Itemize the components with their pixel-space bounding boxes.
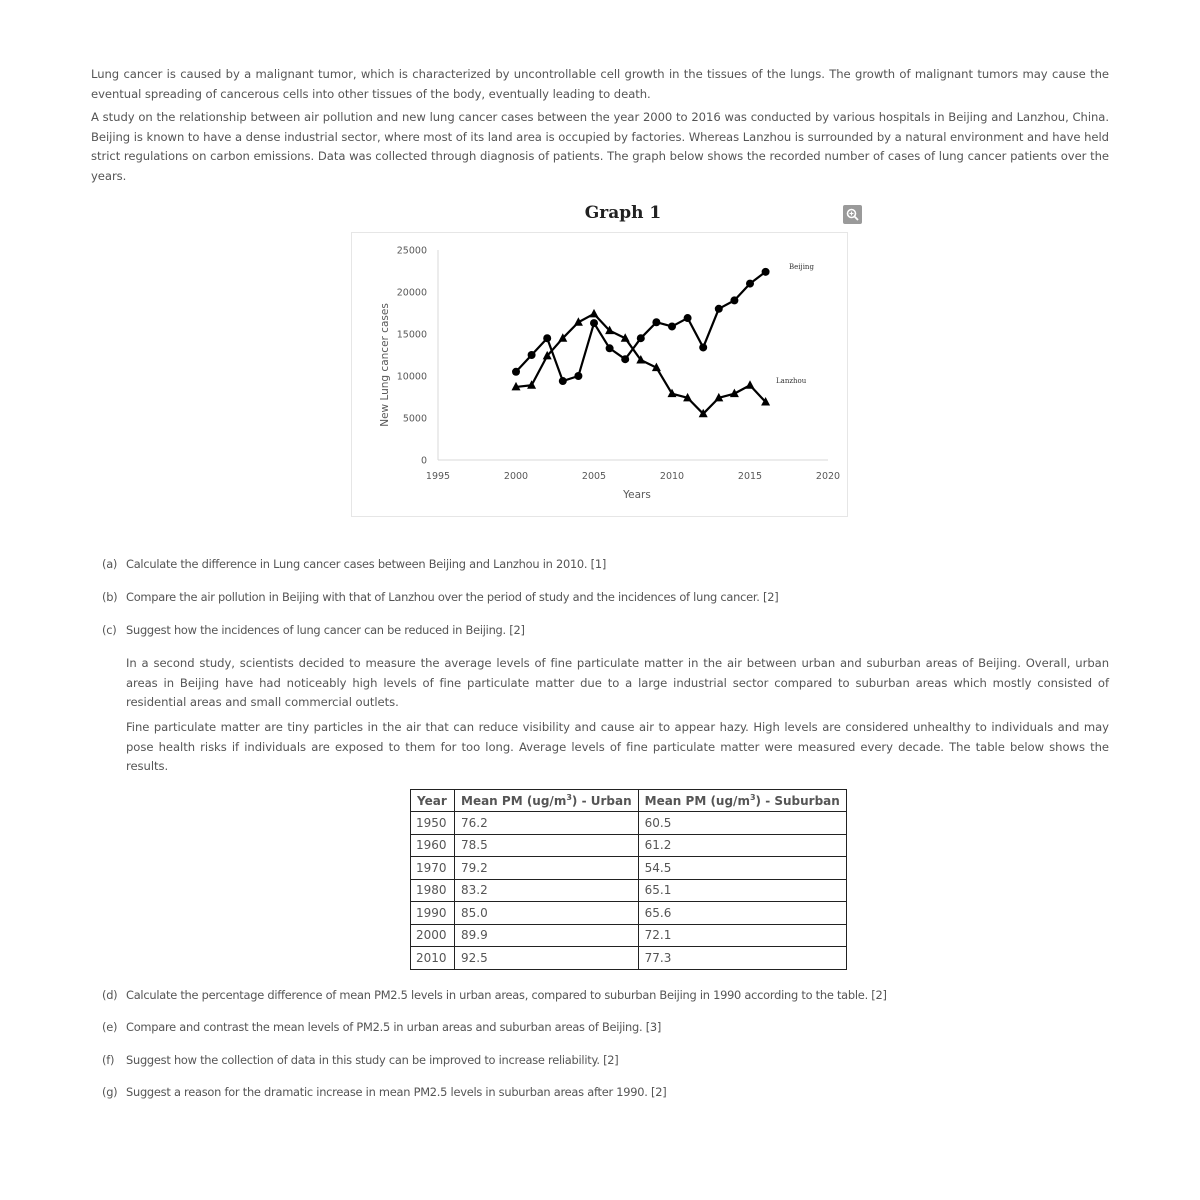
circle-marker xyxy=(699,343,707,351)
header-year: Year xyxy=(411,790,455,812)
circle-marker xyxy=(528,351,536,359)
question-label: (a) xyxy=(102,557,118,571)
question-label: (e) xyxy=(102,1020,118,1034)
urban-pm-cell: 83.2 xyxy=(455,879,639,902)
header-suburban: Mean PM $(ug/m^3)$ - Suburban xyxy=(638,790,846,812)
question-label: (f) xyxy=(102,1053,115,1067)
question-item xyxy=(102,1020,661,1034)
table-row xyxy=(411,834,847,857)
year-cell: 1950 xyxy=(411,812,455,835)
table-header-row xyxy=(411,790,847,812)
question-text: Suggest how the collection of data in this study can be improved to increase reliability. [2] xyxy=(126,1053,619,1067)
lanzhou-line xyxy=(516,314,766,414)
urban-pm-cell: 92.5 xyxy=(455,947,639,970)
circle-marker xyxy=(746,280,754,288)
suburban-pm-cell: 65.1 xyxy=(638,879,846,902)
circle-marker xyxy=(668,322,676,330)
circle-marker xyxy=(543,334,551,342)
graph-title: Graph 1 xyxy=(584,203,662,223)
second-study-paragraph-2: Fine particulate matter are tiny particles in the air that can reduce visibility and cause air to appear hazy. High levels are considered unhealthy to individuals and may pose health risks if individuals are exposed to them for too long. Average levels of fine particulate matter were measured every decade. The table below shows the results. xyxy=(126,720,1109,773)
lanzhou-series-label: Lanzhou xyxy=(776,377,807,385)
question-item xyxy=(102,557,606,571)
question-text: Calculate the percentage difference of mean PM2.5 levels in urban areas, compared to suburban Beijing in 1990 according to the table. [2] xyxy=(126,988,887,1002)
y-tick-label: 20000 xyxy=(396,287,427,299)
question-item xyxy=(102,1085,666,1099)
second-study-paragraph-1: In a second study, scientists decided to measure the average levels of fine particulate matter in the air between urban and suburban areas of Beijing. Overall, urban areas in Beijing have had noticeably high levels of fine particulate matter due to a large industrial sector compared to suburban areas which mostly consisted of residential areas and small commercial outlets. xyxy=(126,656,1109,709)
year-cell: 2010 xyxy=(411,947,455,970)
x-tick-label: 2020 xyxy=(815,471,841,482)
y-axis-label: New Lung cancer cases xyxy=(379,303,391,427)
y-tick-label: 15000 xyxy=(396,329,427,341)
question-item xyxy=(102,590,778,604)
question-label: (b) xyxy=(102,590,118,604)
y-tick-label: 10000 xyxy=(396,371,427,383)
table-row xyxy=(411,947,847,970)
y-tick-label: 5000 xyxy=(402,413,427,425)
table-row xyxy=(411,812,847,835)
pm-levels-table xyxy=(410,789,847,970)
year-cell: 1960 xyxy=(411,834,455,857)
x-tick-label: 2000 xyxy=(503,471,529,482)
beijing-line xyxy=(516,272,766,381)
circle-marker xyxy=(652,318,660,326)
suburban-pm-cell: 61.2 xyxy=(638,834,846,857)
urban-pm-cell: 78.5 xyxy=(455,834,639,857)
table-row xyxy=(411,902,847,925)
circle-marker xyxy=(684,314,692,322)
circle-marker xyxy=(637,334,645,342)
question-label: (d) xyxy=(102,988,118,1002)
urban-pm-cell: 89.9 xyxy=(455,924,639,947)
question-text: Suggest a reason for the dramatic increase in mean PM2.5 levels in suburban areas after 1990. [2] xyxy=(126,1085,667,1099)
suburban-pm-cell: 54.5 xyxy=(638,857,846,880)
question-text: Calculate the difference in Lung cancer cases between Beijing and Lanzhou in 2010. [1] xyxy=(126,557,607,571)
urban-pm-cell: 79.2 xyxy=(455,857,639,880)
year-cell: 2000 xyxy=(411,924,455,947)
question-text: Suggest how the incidences of lung cancer can be reduced in Beijing. [2] xyxy=(126,623,525,637)
year-cell: 1980 xyxy=(411,879,455,902)
question-item xyxy=(102,1053,618,1067)
circle-marker xyxy=(730,296,738,304)
suburban-pm-cell: 65.6 xyxy=(638,902,846,925)
year-cell: 1990 xyxy=(411,902,455,925)
y-tick-label: 25000 xyxy=(396,245,427,257)
circle-marker xyxy=(512,368,520,376)
lung-cancer-chart xyxy=(351,232,848,517)
x-tick-label: 2005 xyxy=(581,471,607,482)
year-cell: 1970 xyxy=(411,857,455,880)
header-urban: Mean PM $(ug/m^3)$ - Urban xyxy=(455,790,639,812)
x-axis-label: Years xyxy=(623,489,651,501)
zoom-image-button[interactable] xyxy=(843,205,862,224)
x-tick-label: 1995 xyxy=(425,471,451,482)
table-row xyxy=(411,857,847,880)
circle-marker xyxy=(590,319,598,327)
question-label: (g) xyxy=(102,1085,118,1099)
intro-paragraph-2: A study on the relationship between air pollution and new lung cancer cases between the year 2000 to 2016 was conducted by various hospitals in Beijing and Lanzhou, China. Beijing is known to have a dense industrial sector, where most of its land area is occupied by factories. Whereas Lanzhou is surrounded by a natural environment and have held strict regulations on carbon emissions. Data was collected through diagnosis of patients. The graph below shows the recorded number of cases of lung cancer patients over the years. xyxy=(91,110,1109,183)
line-chart xyxy=(352,233,847,516)
intro-paragraph-1: Lung cancer is caused by a malignant tumor, which is characterized by uncontrollable cell growth in the tissues of the lungs. The growth of malignant tumors may cause the eventual spreading of cancerous cells into other tissues of the body, eventually leading to death. xyxy=(91,67,1109,101)
question-item xyxy=(102,623,525,637)
x-tick-label: 2010 xyxy=(659,471,685,482)
circle-marker xyxy=(574,372,582,380)
question-text: Compare and contrast the mean levels of PM2.5 in urban areas and suburban areas of Beijing. [3] xyxy=(126,1020,662,1034)
circle-marker xyxy=(606,344,614,352)
question-text: Compare the air pollution in Beijing with that of Lanzhou over the period of study and the incidences of lung cancer. [2] xyxy=(126,590,779,604)
urban-pm-cell: 85.0 xyxy=(455,902,639,925)
circle-marker xyxy=(762,268,770,276)
beijing-series-label: Beijing xyxy=(789,263,814,271)
suburban-pm-cell: 72.1 xyxy=(638,924,846,947)
table-row xyxy=(411,924,847,947)
question-label: (c) xyxy=(102,623,117,637)
urban-pm-cell: 76.2 xyxy=(455,812,639,835)
question-item xyxy=(102,988,887,1002)
triangle-marker xyxy=(590,309,599,318)
circle-marker xyxy=(559,377,567,385)
triangle-marker xyxy=(746,380,755,389)
magnifier-plus-icon xyxy=(846,208,859,221)
y-tick-label: 0 xyxy=(420,455,427,467)
table-row xyxy=(411,879,847,902)
circle-marker xyxy=(715,305,723,313)
circle-marker xyxy=(621,355,629,363)
x-tick-label: 2015 xyxy=(737,471,763,482)
suburban-pm-cell: 77.3 xyxy=(638,947,846,970)
suburban-pm-cell: 60.5 xyxy=(638,812,846,835)
